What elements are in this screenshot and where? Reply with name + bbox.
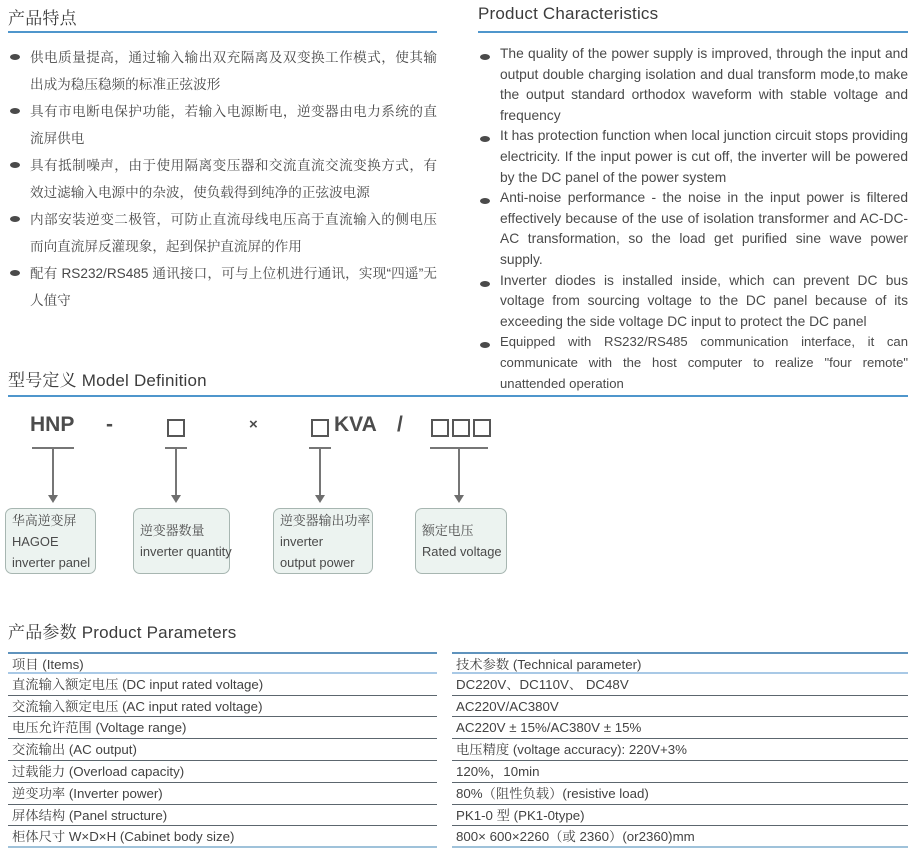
- code-square-icon: [452, 419, 470, 437]
- feature-item: [478, 126, 908, 188]
- param-item-cell: 柜体尺寸 W×D×H (Cabinet body size): [8, 826, 437, 848]
- bullet-icon: [10, 216, 20, 222]
- model-code-slash: /: [397, 413, 403, 436]
- param-item-cell: 交流输出 (AC output): [8, 739, 437, 761]
- bullet-icon: [480, 136, 490, 142]
- title-underline: [8, 31, 437, 33]
- parameters-title: 产品参数 Product Parameters: [8, 623, 237, 642]
- code-square-icon: [473, 419, 491, 437]
- bullet-icon: [10, 108, 20, 114]
- model-label-inverter-panel: [5, 508, 96, 574]
- feature-text: It has protection function when local junction circuit stops providing electricity. If the input power is cut off, the inverter will be powered by the DC panel of the power system: [500, 128, 908, 185]
- table-row: [8, 696, 908, 718]
- code-square-icon: [431, 419, 449, 437]
- bullet-icon: [480, 342, 490, 348]
- model-code-kva: KVA: [334, 413, 377, 436]
- feature-text: Inverter diodes is installed inside, which can prevent DC bus voltage from sourcing voltage to the DC panel because of its exceeding the side voltage DC input to protect the DC panel: [500, 272, 908, 329]
- feature-item: [478, 44, 908, 126]
- arrow-down-icon: [171, 495, 181, 503]
- param-value-cell: DC220V、DC110V、 DC48V: [452, 674, 908, 696]
- param-value-cell: 800× 600×2260（或 2360）(or2360)mm: [452, 826, 908, 848]
- model-label-rated-voltage: [415, 508, 507, 574]
- title-underline: [478, 31, 908, 33]
- param-item-cell: 交流输入额定电压 (AC input rated voltage): [8, 696, 437, 718]
- param-item-cell: 逆变功率 (Inverter power): [8, 783, 437, 805]
- model-label-inverter-quantity: [133, 508, 230, 574]
- table-row: [8, 826, 908, 848]
- model-definition-title: 型号定义 Model Definition: [8, 371, 207, 390]
- label-line: Rated voltage: [422, 544, 502, 559]
- table-header-row: [8, 652, 908, 674]
- arrow-down-icon: [315, 495, 325, 503]
- feature-item: [478, 188, 908, 270]
- bullet-icon: [10, 270, 20, 276]
- param-item-cell: 电压允许范围 (Voltage range): [8, 717, 437, 739]
- label-line: 逆变器数量: [140, 523, 205, 538]
- arrow-down-icon: [454, 495, 464, 503]
- feature-text: The quality of the power supply is improved, through the input and output double charging isolation and dual transform mode,to make the output standard orthodox waveform with stable voltage and frequency: [500, 46, 908, 123]
- table-row: [8, 761, 908, 783]
- code-square-icon: [167, 419, 185, 437]
- bullet-icon: [480, 198, 490, 204]
- bullet-icon: [10, 54, 20, 60]
- bullet-icon: [10, 162, 20, 168]
- label-line: HAGOE: [12, 533, 59, 549]
- bullet-icon: [480, 281, 490, 287]
- table-row: [8, 717, 908, 739]
- arrow-down-icon: [48, 495, 58, 503]
- param-item-cell: 屏体结构 (Panel structure): [8, 805, 437, 827]
- feature-list-en: [478, 44, 908, 394]
- connector-line: [319, 447, 321, 495]
- param-value-cell: 120%，10min: [452, 761, 908, 783]
- code-square-icon: [311, 419, 329, 437]
- title-underline: [8, 395, 908, 397]
- feature-text: 具有抵制噪声，由于使用隔离变压器和交流直流交流变换方式，有效过滤输入电源中的杂波，使负载得到纯净的正弦波电源: [30, 158, 437, 200]
- label-line: output power: [280, 554, 355, 570]
- feature-text: 供电质量提高，通过输入输出双充隔离及双变换工作模式，使其输出成为稳压稳频的标准正弦波形: [30, 50, 437, 92]
- label-line: 逆变器输出功率: [280, 512, 371, 528]
- param-item-header: 项目 (Items): [8, 652, 437, 674]
- feature-item: [8, 152, 437, 206]
- label-line: 额定电压: [422, 523, 474, 538]
- connector-line: [52, 447, 54, 495]
- feature-text: 配有 RS232/RS485 通讯接口，可与上位机进行通讯，实现“四遥”无人值守: [30, 266, 437, 308]
- feature-text: 内部安装逆变二极管，可防止直流母线电压高于直流输入的侧电压而向直流屏反灌现象，起到保护直流屏的作用: [30, 212, 437, 254]
- connector-line: [175, 447, 177, 495]
- label-line: inverter: [280, 533, 323, 549]
- feature-item: [478, 271, 908, 333]
- param-item-cell: 直流输入额定电压 (DC input rated voltage): [8, 674, 437, 696]
- label-line: inverter quantity: [140, 544, 232, 559]
- connector-line: [458, 447, 460, 495]
- table-row: [8, 739, 908, 761]
- feature-item: [8, 98, 437, 152]
- parameters-table: [8, 652, 908, 848]
- model-code-dash: -: [106, 413, 113, 436]
- label-line: inverter panel: [12, 554, 91, 570]
- section-title-cn: 产品特点: [8, 9, 77, 28]
- model-code-brand: HNP: [30, 413, 75, 436]
- section-title-en: Product Characteristics: [478, 4, 659, 23]
- feature-item: [8, 260, 437, 314]
- feature-text: Anti-noise performance - the noise in the input power is filtered effectively because of the use of isolation transformer and AC-DC-AC transformation, so the load get purified sine wave power supply.: [500, 190, 908, 267]
- table-row: [8, 674, 908, 696]
- param-value-cell: AC220V/AC380V: [452, 696, 908, 718]
- param-value-cell: AC220V ± 15%/AC380V ± 15%: [452, 717, 908, 739]
- feature-item: [8, 206, 437, 260]
- param-value-header: 技术参数 (Technical parameter): [452, 652, 908, 674]
- param-value-cell: 80%（阻性负载）(resistive load): [452, 783, 908, 805]
- feature-list-cn: [8, 44, 437, 314]
- feature-item: [8, 44, 437, 98]
- label-line: 华高逆变屏: [12, 512, 77, 528]
- model-code-times: ×: [249, 416, 258, 433]
- table-row: [8, 783, 908, 805]
- table-row: [8, 805, 908, 827]
- model-label-output-power: [273, 508, 373, 574]
- param-value-cell: PK1-0 型 (PK1-0type): [452, 805, 908, 827]
- section-model-definition: [0, 366, 912, 596]
- param-item-cell: 过载能力 (Overload capacity): [8, 761, 437, 783]
- bullet-icon: [480, 54, 490, 60]
- param-value-cell: 电压精度 (voltage accuracy): 220V+3%: [452, 739, 908, 761]
- feature-text: Equipped with RS232/RS485 communication interface, it can communicate with the host computer to realize "four remote" unattended operation: [500, 334, 908, 391]
- feature-text: 具有市电断电保护功能，若输入电源断电，逆变器由电力系统的直流屏供电: [30, 104, 437, 146]
